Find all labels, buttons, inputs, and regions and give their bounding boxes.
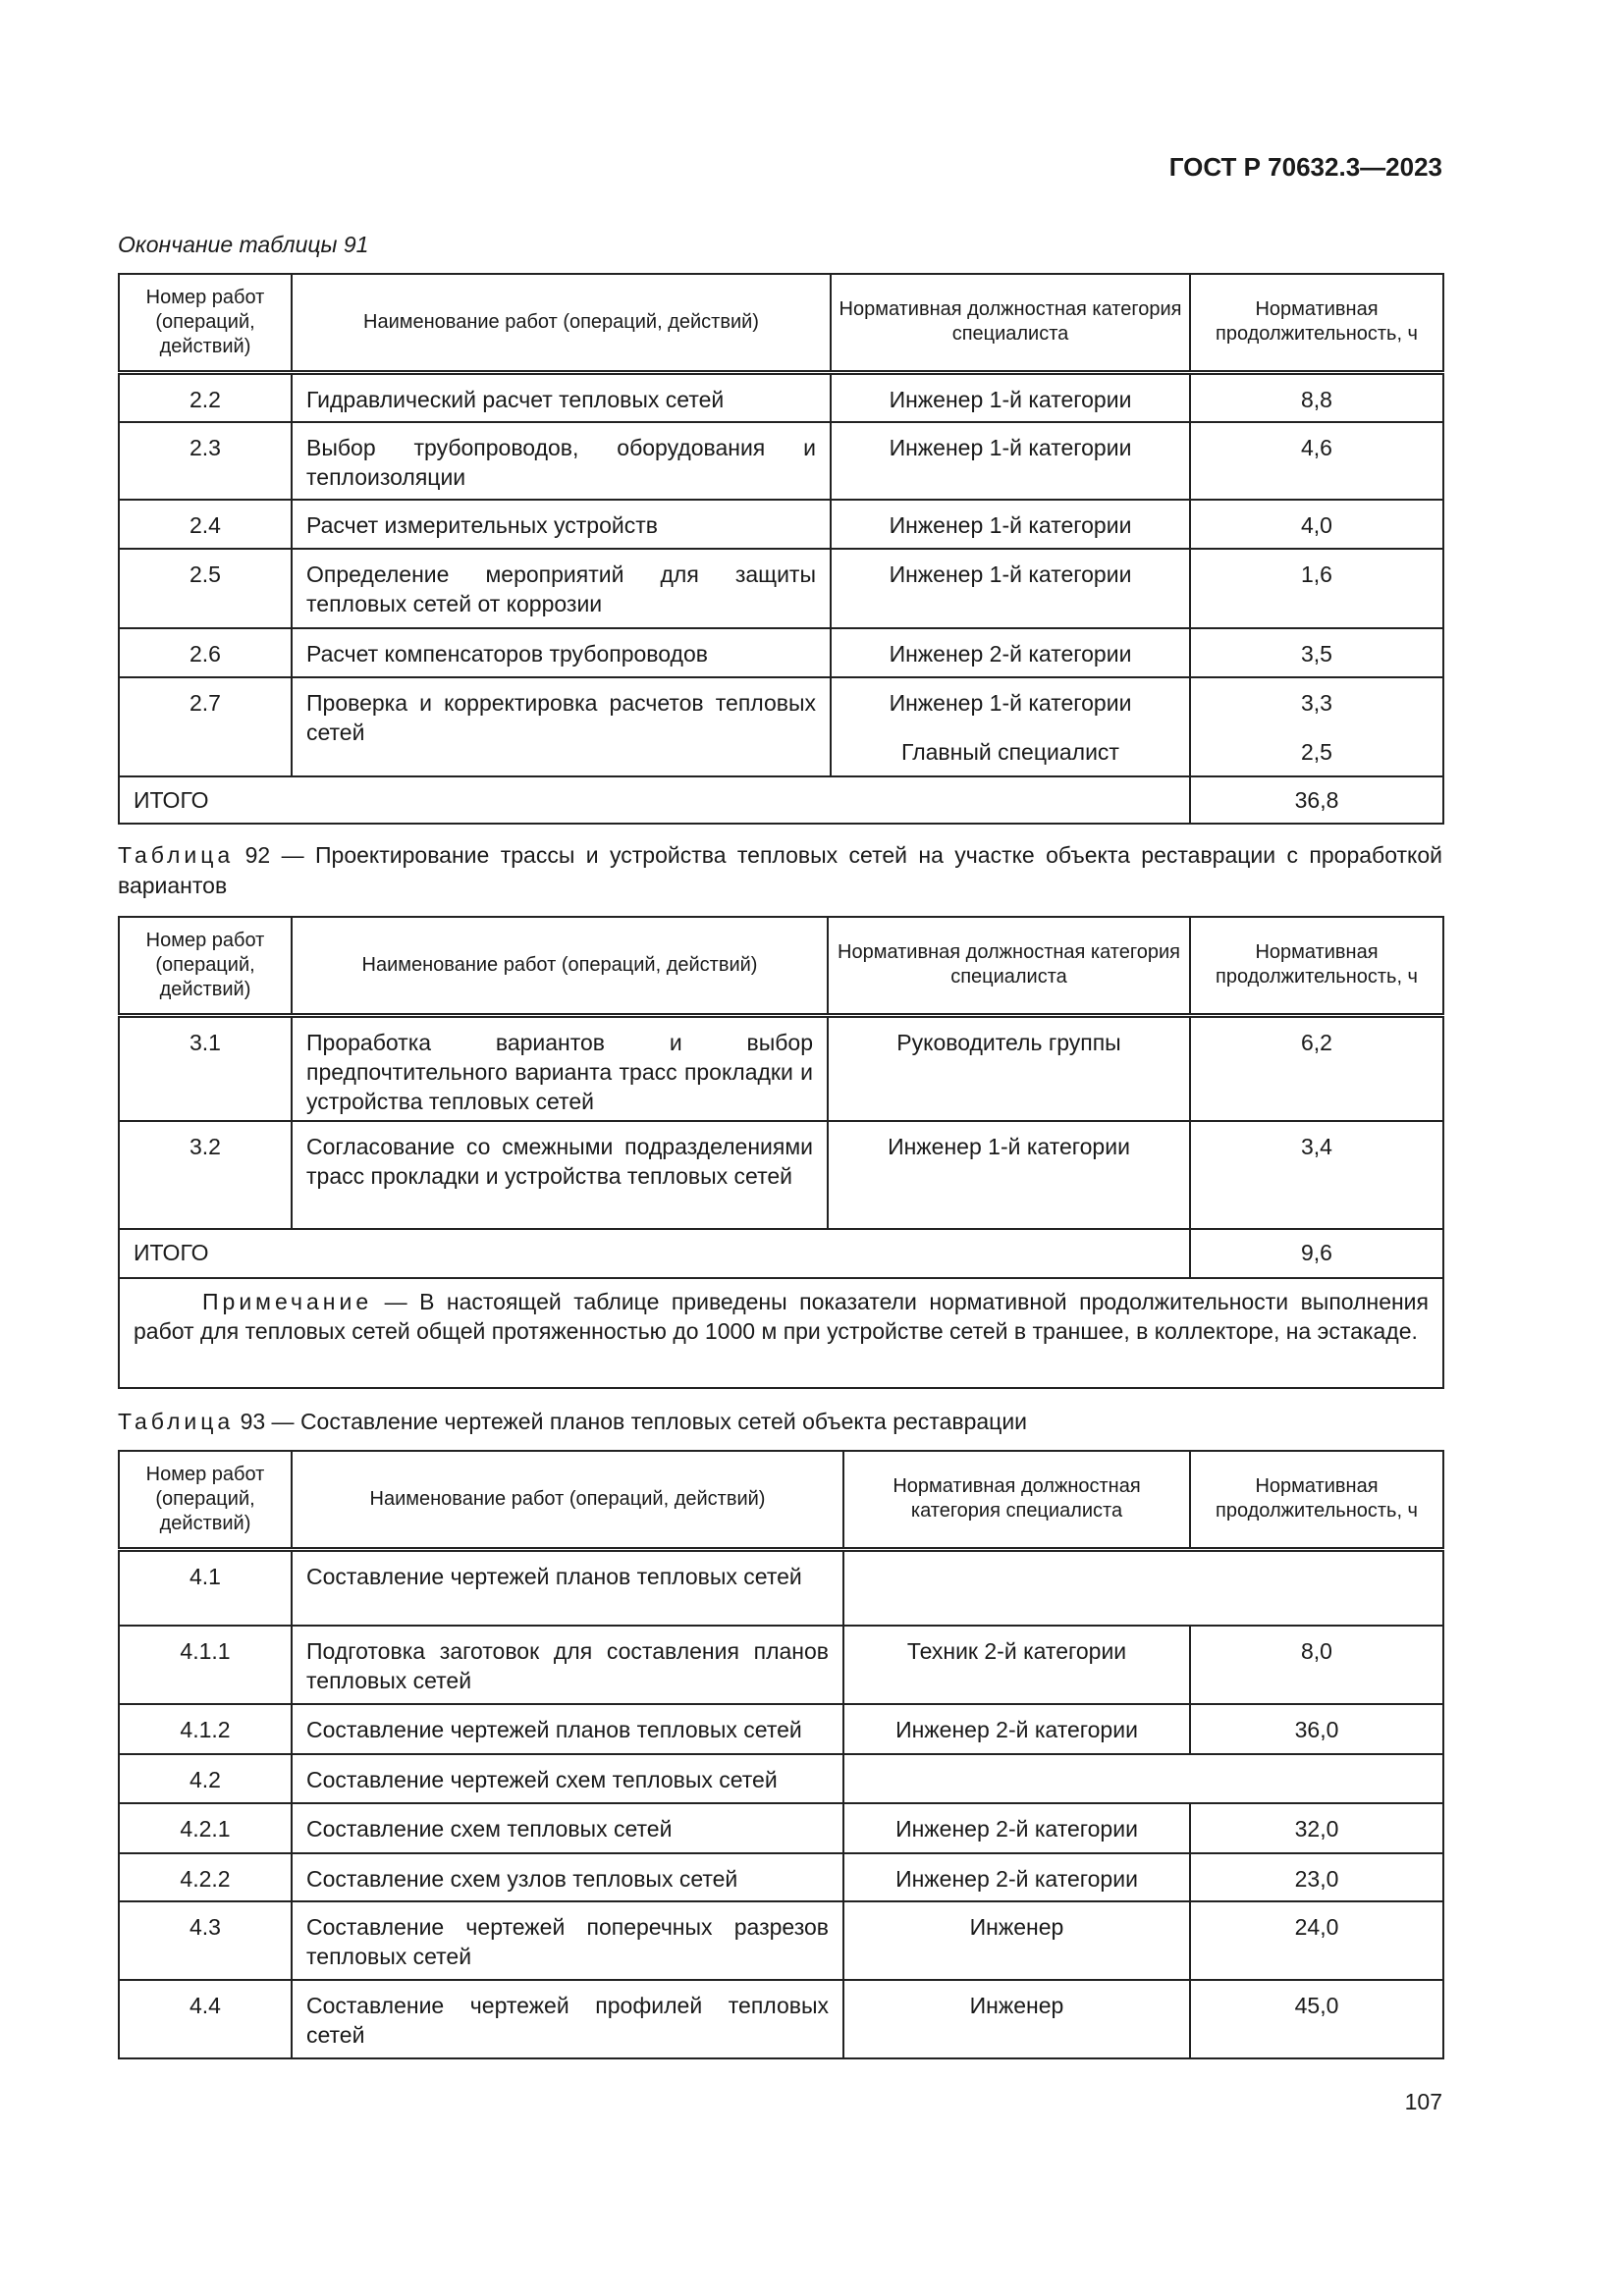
category-value: Инженер 1-й категории xyxy=(889,512,1132,538)
row-duration xyxy=(1190,549,1443,628)
duration-value: 4,6 xyxy=(1301,435,1332,460)
row-number: 3.2 xyxy=(119,1121,292,1229)
row-duration xyxy=(1190,372,1443,422)
category-value: Инженер xyxy=(969,1914,1064,1940)
total-value: 36,8 xyxy=(1190,776,1443,824)
category-value: Инженер 1-й категории xyxy=(889,690,1132,716)
category-value: Инженер 1-й категории xyxy=(889,561,1132,587)
header-name: Наименование работ (операций, действий) xyxy=(292,917,828,1015)
row-number: 4.2.2 xyxy=(119,1853,292,1901)
table-header-row xyxy=(119,1451,1443,1549)
row-category xyxy=(828,1015,1190,1121)
row-category xyxy=(831,628,1190,677)
table-row xyxy=(119,1980,1443,2058)
row-category xyxy=(828,1121,1190,1229)
total-value: 9,6 xyxy=(1190,1229,1443,1278)
table-row xyxy=(119,1121,1443,1229)
table-row xyxy=(119,549,1443,628)
row-number: 4.3 xyxy=(119,1901,292,1980)
header-duration: Нормативная продолжительность, ч xyxy=(1190,274,1443,372)
row-category xyxy=(843,1803,1190,1853)
table-row xyxy=(119,1015,1443,1121)
category-value: Инженер 2-й категории xyxy=(889,641,1132,667)
row-name: Проверка и корректировка расчетов тепловых сетей xyxy=(292,677,831,776)
category-value: Инженер xyxy=(969,1993,1064,2018)
duration-value: 23,0 xyxy=(1294,1866,1339,1892)
table-row xyxy=(119,372,1443,422)
document-code: ГОСТ Р 70632.3—2023 xyxy=(1168,152,1442,182)
table-row xyxy=(119,1803,1443,1853)
note-label: Примечание xyxy=(202,1289,373,1314)
category-value: Инженер 1-й категории xyxy=(889,386,1132,412)
page-number: 107 xyxy=(1404,2089,1442,2114)
header-name: Наименование работ (операций, действий) xyxy=(292,1451,843,1549)
row-category xyxy=(843,1980,1190,2058)
note-text: — В настоящей таблице приведены показатели нормативной продолжительности выполнения работ для тепловых сетей общей протяженностью до 1000 м при устройстве сетей в траншее, в коллекторе, на эстакаде. xyxy=(134,1289,1429,1344)
table-row xyxy=(119,1853,1443,1901)
table-row xyxy=(119,1704,1443,1754)
row-name: Определение мероприятий для защиты тепловых сетей от коррозии xyxy=(292,549,831,628)
table-continuation-label: Окончание таблицы 91 xyxy=(118,232,369,257)
row-duration xyxy=(1190,1803,1443,1853)
row-category xyxy=(831,500,1190,549)
row-number: 2.3 xyxy=(119,422,292,500)
row-category xyxy=(831,372,1190,422)
row-name: Составление чертежей схем тепловых сетей xyxy=(292,1754,843,1803)
row-number: 2.7 xyxy=(119,677,292,776)
total-label: ИТОГО xyxy=(119,1229,1190,1278)
category-value: Руководитель группы xyxy=(896,1029,1121,1055)
category-value: Инженер 2-й категории xyxy=(895,1717,1138,1742)
row-name: Составление схем узлов тепловых сетей xyxy=(292,1853,843,1901)
duration-value: 3,5 xyxy=(1301,641,1332,667)
total-row xyxy=(119,1229,1443,1278)
table-header-row xyxy=(119,917,1443,1015)
duration-value: 4,0 xyxy=(1301,512,1332,538)
header-duration: Нормативная продолжительность, ч xyxy=(1190,1451,1443,1549)
row-category xyxy=(843,1704,1190,1754)
duration-value: 1,6 xyxy=(1301,561,1332,587)
row-duration xyxy=(1190,1121,1443,1229)
header-category: Нормативная должностная категория специалиста xyxy=(828,917,1190,1015)
header-num: Номер работ (операций, действий) xyxy=(119,1451,292,1549)
row-number: 2.4 xyxy=(119,500,292,549)
duration-value: 3,4 xyxy=(1301,1134,1332,1159)
table-row xyxy=(119,677,1443,776)
row-duration xyxy=(1190,1015,1443,1121)
row-number: 2.6 xyxy=(119,628,292,677)
row-category xyxy=(831,549,1190,628)
row-duration xyxy=(1190,677,1443,776)
table-row xyxy=(119,628,1443,677)
row-name: Составление чертежей планов тепловых сетей xyxy=(292,1704,843,1754)
row-name: Согласование со смежными подразделениями трасс прокладки и устройства тепловых сетей xyxy=(292,1121,828,1229)
row-number: 4.1 xyxy=(119,1549,292,1626)
row-number: 3.1 xyxy=(119,1015,292,1121)
header-num: Номер работ (операций, действий) xyxy=(119,274,292,372)
header-duration: Нормативная продолжительность, ч xyxy=(1190,917,1443,1015)
category-value: Инженер 2-й категории xyxy=(895,1816,1138,1842)
row-category xyxy=(831,677,1190,776)
total-label: ИТОГО xyxy=(119,776,1190,824)
row-name: Расчет измерительных устройств xyxy=(292,500,831,549)
total-row xyxy=(119,776,1443,824)
header-category: Нормативная должностная категория специалиста xyxy=(843,1451,1190,1549)
category-value: Инженер 2-й категории xyxy=(895,1866,1138,1892)
table-92 xyxy=(118,916,1444,1389)
note-row xyxy=(119,1278,1443,1388)
header-category: Нормативная должностная категория специалиста xyxy=(831,274,1190,372)
row-duration xyxy=(1190,1853,1443,1901)
table-row xyxy=(119,1754,1443,1803)
row-number: 4.4 xyxy=(119,1980,292,2058)
row-duration xyxy=(1190,1704,1443,1754)
table-92-caption: Таблица 92 — Проектирование трассы и устройства тепловых сетей на участке объекта реставрации с проработкой вариантов xyxy=(118,842,1443,898)
duration-value: 45,0 xyxy=(1294,1993,1339,2018)
row-number: 4.1.2 xyxy=(119,1704,292,1754)
category-value: Главный специалист xyxy=(901,739,1119,765)
duration-value: 24,0 xyxy=(1294,1914,1339,1940)
table-row xyxy=(119,1626,1443,1704)
row-name: Составление чертежей профилей тепловых сетей xyxy=(292,1980,843,2058)
duration-value: 6,2 xyxy=(1301,1029,1332,1055)
row-empty-merged xyxy=(843,1754,1443,1803)
duration-value: 3,3 xyxy=(1301,690,1332,716)
header-name: Наименование работ (операций, действий) xyxy=(292,274,831,372)
category-value: Инженер 1-й категории xyxy=(888,1134,1130,1159)
duration-value: 32,0 xyxy=(1294,1816,1339,1842)
table-row xyxy=(119,500,1443,549)
duration-value: 8,8 xyxy=(1301,386,1332,412)
table-row xyxy=(119,422,1443,500)
duration-value: 8,0 xyxy=(1301,1638,1332,1664)
table-header-row xyxy=(119,274,1443,372)
row-duration xyxy=(1190,1901,1443,1980)
table-91 xyxy=(118,273,1444,825)
row-number: 2.2 xyxy=(119,372,292,422)
row-duration xyxy=(1190,628,1443,677)
row-number: 4.2 xyxy=(119,1754,292,1803)
table-row xyxy=(119,1549,1443,1626)
row-empty-merged xyxy=(843,1549,1443,1626)
row-number: 4.2.1 xyxy=(119,1803,292,1853)
row-duration xyxy=(1190,422,1443,500)
row-name: Составление чертежей планов тепловых сетей xyxy=(292,1549,843,1626)
row-category xyxy=(843,1626,1190,1704)
row-name: Проработка вариантов и выбор предпочтительного варианта трасс прокладки и устройства тепловых сетей xyxy=(292,1015,828,1121)
row-name: Гидравлический расчет тепловых сетей xyxy=(292,372,831,422)
row-name: Выбор трубопроводов, оборудования и теплоизоляции xyxy=(292,422,831,500)
row-duration xyxy=(1190,1626,1443,1704)
header-num: Номер работ (операций, действий) xyxy=(119,917,292,1015)
row-category xyxy=(843,1901,1190,1980)
row-name: Составление схем тепловых сетей xyxy=(292,1803,843,1853)
row-name: Расчет компенсаторов трубопроводов xyxy=(292,628,831,677)
table-row xyxy=(119,1901,1443,1980)
table-note xyxy=(119,1278,1443,1388)
row-category xyxy=(843,1853,1190,1901)
duration-value: 36,0 xyxy=(1294,1717,1339,1742)
category-value: Инженер 1-й категории xyxy=(889,435,1132,460)
row-number: 4.1.1 xyxy=(119,1626,292,1704)
duration-value: 2,5 xyxy=(1301,739,1332,765)
row-duration xyxy=(1190,1980,1443,2058)
category-value: Техник 2-й категории xyxy=(906,1638,1127,1664)
row-category xyxy=(831,422,1190,500)
row-number: 2.5 xyxy=(119,549,292,628)
row-duration xyxy=(1190,500,1443,549)
row-name: Составление чертежей поперечных разрезов тепловых сетей xyxy=(292,1901,843,1980)
row-name: Подготовка заготовок для составления планов тепловых сетей xyxy=(292,1626,843,1704)
table-93-caption: Таблица 93 — Составление чертежей планов тепловых сетей объекта реставрации xyxy=(118,1409,1028,1434)
table-93 xyxy=(118,1450,1444,2059)
